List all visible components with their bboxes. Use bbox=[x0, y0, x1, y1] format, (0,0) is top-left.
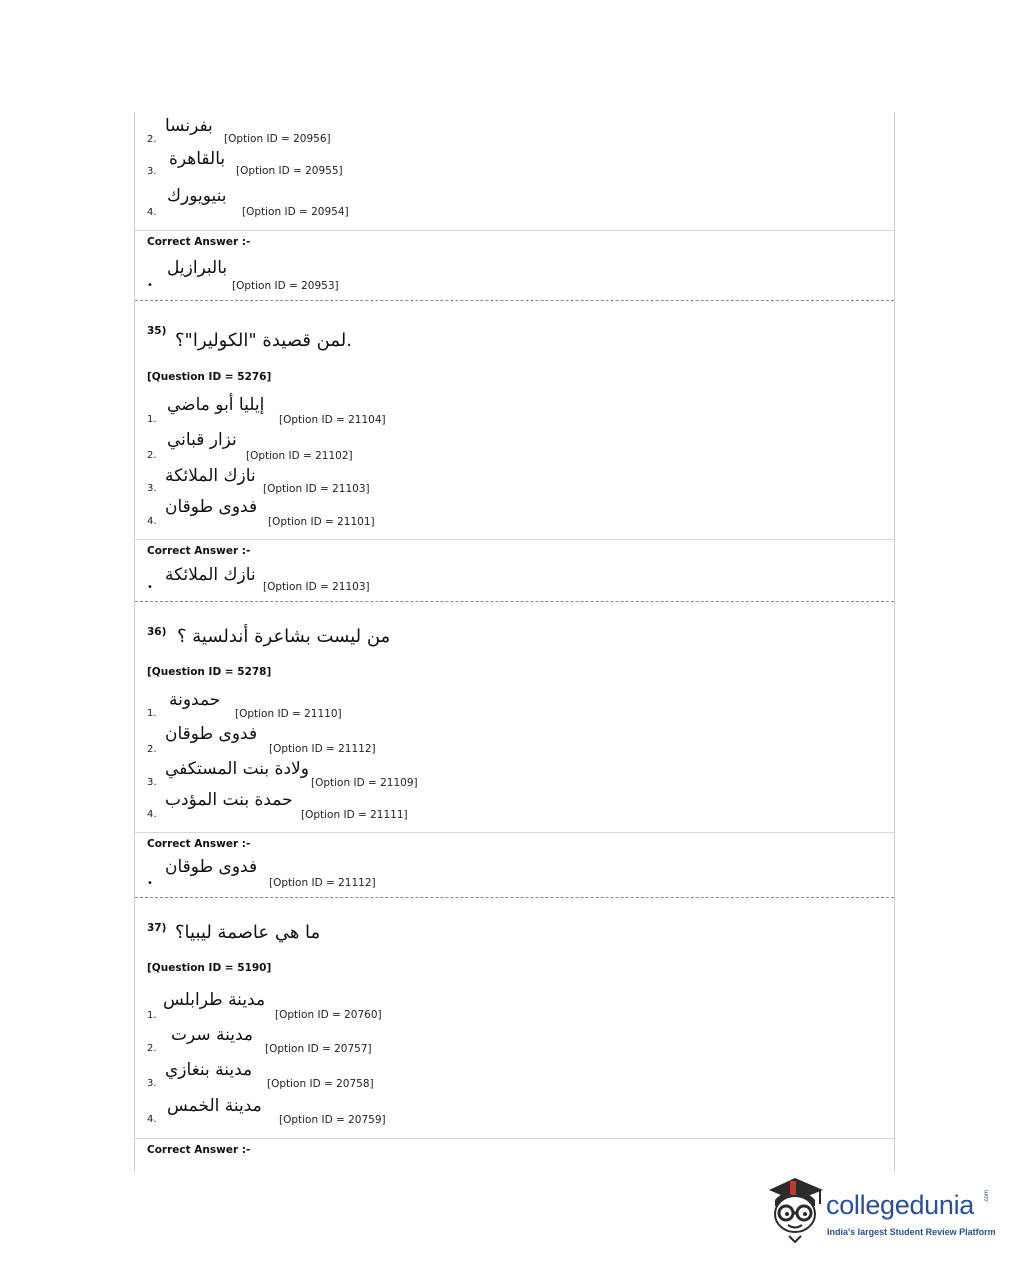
correct-answer-text: نازك الملائكة bbox=[165, 565, 256, 585]
option-text: فدوى طوقان bbox=[165, 497, 258, 517]
question-id: [Question ID = 5276] bbox=[147, 371, 272, 383]
option-number: 4. bbox=[147, 516, 157, 527]
option-id: [Option ID = 21102] bbox=[246, 450, 353, 462]
option-text: حمدونة bbox=[169, 690, 221, 710]
option-id: [Option ID = 20760] bbox=[275, 1009, 382, 1021]
option-id: [Option ID = 21101] bbox=[268, 516, 375, 528]
option-id: [Option ID = 21110] bbox=[235, 708, 342, 720]
correct-answer-id: [Option ID = 20953] bbox=[232, 280, 339, 292]
brand-name[interactable]: collegedunia bbox=[826, 1190, 975, 1220]
question-separator bbox=[135, 601, 894, 602]
option-number: 2. bbox=[147, 134, 157, 145]
answer-bullet: • bbox=[147, 582, 153, 593]
option-number: 3. bbox=[147, 166, 157, 177]
question-text: .لمن قصيدة "الكوليرا"؟ bbox=[175, 330, 352, 351]
option-number: 2. bbox=[147, 450, 157, 461]
question-id: [Question ID = 5190] bbox=[147, 962, 272, 974]
option-id: [Option ID = 21112] bbox=[269, 743, 376, 755]
question-number: 35) bbox=[147, 325, 167, 337]
correct-answer-id: [Option ID = 21103] bbox=[263, 581, 370, 593]
option-text: بفرنسا bbox=[165, 116, 213, 136]
option-text: حمدة بنت المؤدب bbox=[165, 790, 293, 810]
option-number: 3. bbox=[147, 483, 157, 494]
correct-answer-label: Correct Answer :- bbox=[147, 545, 251, 557]
correct-answer-text: فدوى طوقان bbox=[165, 857, 258, 877]
question-text: من ليست بشاعرة أندلسية ؟ bbox=[177, 626, 391, 647]
option-text: إيليا أبو ماضي bbox=[167, 395, 265, 415]
divider bbox=[135, 832, 894, 833]
question-separator bbox=[135, 897, 894, 898]
option-text: نازك الملائكة bbox=[165, 466, 256, 486]
question-paper-sheet bbox=[134, 112, 895, 1172]
option-number: 1. bbox=[147, 708, 157, 719]
correct-answer-id: [Option ID = 21112] bbox=[269, 877, 376, 889]
divider bbox=[135, 1138, 894, 1139]
correct-answer-text: بالبرازيل bbox=[167, 258, 228, 278]
option-id: [Option ID = 20759] bbox=[279, 1114, 386, 1126]
option-text: مدينة الخمس bbox=[167, 1096, 262, 1116]
option-id: [Option ID = 21111] bbox=[301, 809, 408, 821]
option-id: [Option ID = 20757] bbox=[265, 1043, 372, 1055]
correct-answer-label: Correct Answer :- bbox=[147, 1144, 251, 1156]
graduate-mascot-icon bbox=[765, 1176, 827, 1246]
question-id: [Question ID = 5278] bbox=[147, 666, 272, 678]
option-number: 2. bbox=[147, 1043, 157, 1054]
option-number: 4. bbox=[147, 207, 157, 218]
option-id: [Option ID = 20956] bbox=[224, 133, 331, 145]
option-number: 4. bbox=[147, 1114, 157, 1125]
option-text: مدينة سرت bbox=[171, 1025, 254, 1045]
option-text: نزار قباني bbox=[167, 430, 237, 450]
question-text: ما هي عاصمة ليبيا؟ bbox=[175, 922, 321, 943]
option-text: ولادة بنت المستكفي bbox=[165, 759, 309, 779]
question-separator bbox=[135, 300, 894, 301]
option-id: [Option ID = 20758] bbox=[267, 1078, 374, 1090]
option-id: [Option ID = 21103] bbox=[263, 483, 370, 495]
option-number: 2. bbox=[147, 744, 157, 755]
correct-answer-label: Correct Answer :- bbox=[147, 236, 251, 248]
option-number: 1. bbox=[147, 414, 157, 425]
correct-answer-label: Correct Answer :- bbox=[147, 838, 251, 850]
option-text: فدوى طوقان bbox=[165, 724, 258, 744]
option-number: 3. bbox=[147, 1078, 157, 1089]
option-text: بنيويورك bbox=[167, 186, 227, 206]
option-number: 4. bbox=[147, 809, 157, 820]
question-number: 37) bbox=[147, 922, 167, 934]
answer-bullet: • bbox=[147, 280, 153, 291]
option-number: 3. bbox=[147, 777, 157, 788]
question-number: 36) bbox=[147, 626, 167, 638]
option-text: مدينة طرابلس bbox=[163, 990, 266, 1010]
answer-bullet: • bbox=[147, 878, 153, 889]
brand-tagline: India's largest Student Review Platform bbox=[827, 1227, 996, 1237]
option-id: [Option ID = 21104] bbox=[279, 414, 386, 426]
divider bbox=[135, 230, 894, 231]
divider bbox=[135, 539, 894, 540]
brand-domain: .com bbox=[984, 1189, 990, 1203]
option-text: بالقاهرة bbox=[169, 149, 226, 169]
option-text: مدينة بنغازي bbox=[165, 1060, 253, 1080]
option-id: [Option ID = 20954] bbox=[242, 206, 349, 218]
option-number: 1. bbox=[147, 1010, 157, 1021]
option-id: [Option ID = 20955] bbox=[236, 165, 343, 177]
option-id: [Option ID = 21109] bbox=[311, 777, 418, 789]
